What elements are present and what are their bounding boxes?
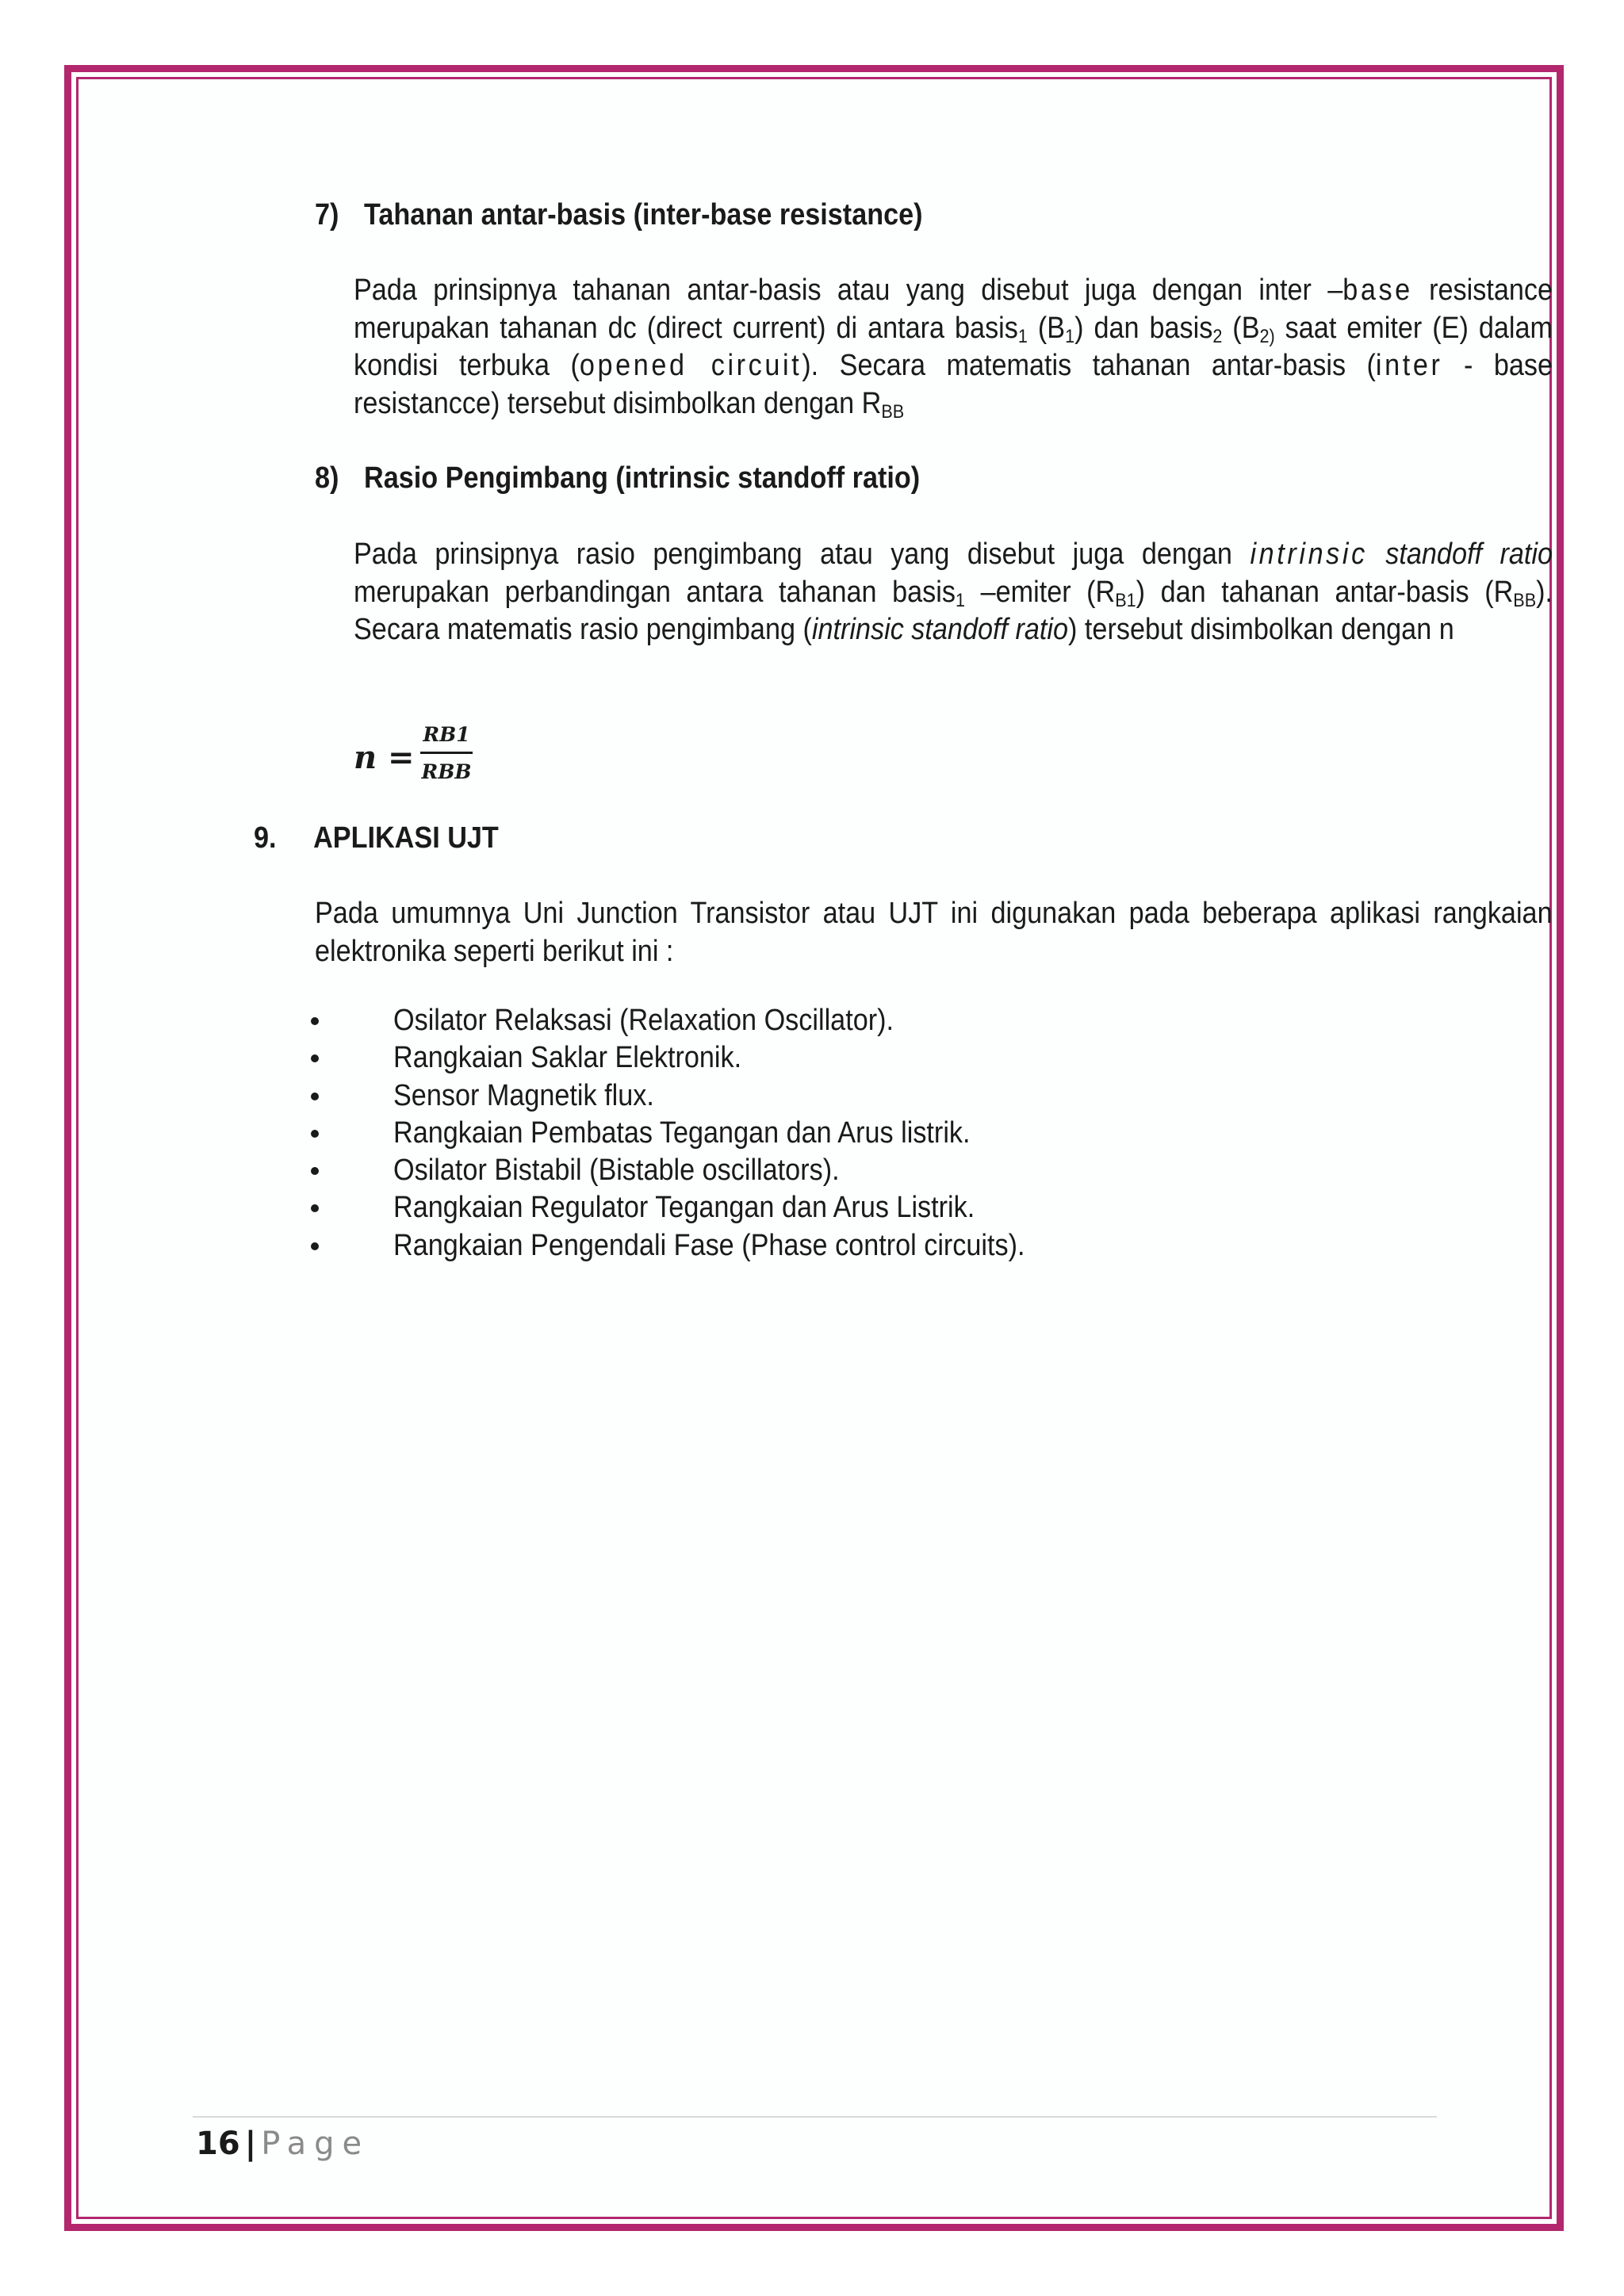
text-run: ) tersebut disimbolkan dengan n (1068, 613, 1454, 646)
text-run: merupakan perbandingan antara tahanan basis (354, 575, 956, 609)
section-7-title: Tahanan antar-basis (inter-base resistance) (364, 198, 923, 232)
text-run: base (1342, 274, 1413, 307)
text-run: ). Secara matematis tahanan antar-basis ( (802, 349, 1376, 382)
subscript: 2) (1259, 325, 1275, 347)
formula-lhs: n = (354, 739, 415, 776)
bullet-icon (311, 1093, 319, 1100)
subscript: BB (1513, 589, 1537, 611)
text-run-italic: standoff ratio (1367, 538, 1553, 571)
fraction-bar (420, 752, 473, 754)
text-run: ) dan tahanan antar-basis (R (1136, 575, 1514, 609)
list-item-text: Osilator Bistabil (Bistable oscillators). (393, 1154, 840, 1188)
text-run: Pada prinsipnya tahanan antar-basis atau yang disebut juga dengan inter – (354, 274, 1343, 307)
page-footer (196, 2125, 370, 2163)
text-run: Pada prinsipnya rasio pengimbang atau yang disebut juga dengan (354, 538, 1251, 571)
text-run-italic: intrinsic (1250, 538, 1368, 571)
section-7-paragraph (354, 272, 1553, 423)
section-8-heading (315, 460, 920, 496)
list-item-text: Rangkaian Pengendali Fase (Phase control circuits). (393, 1228, 1025, 1262)
page-label: Page (261, 2126, 370, 2162)
text-run: ) dan basis (1074, 311, 1213, 345)
subscript: 1 (1065, 325, 1075, 347)
bullet-icon (311, 1130, 319, 1138)
list-item-text: Rangkaian Saklar Elektronik. (393, 1041, 742, 1075)
text-run: opened circuit (579, 349, 802, 382)
section-8-number: 8) (315, 461, 339, 495)
text-run: saat emiter (E) dalam kondisi terbuka ( (354, 311, 1553, 382)
formula-fraction (420, 720, 473, 787)
section-9-paragraph: Pada umumnya Uni Junction Transistor atau UJT ini digunakan pada beberapa aplikasi rangkaian elektronika seperti berikut ini : (315, 897, 1553, 968)
subscript: BB (881, 400, 905, 423)
text-run: (B (1027, 311, 1066, 345)
text-run: - base resistancce) tersebut disimbolkan dengan R (354, 349, 1553, 420)
section-9-title: APLIKASI UJT (313, 821, 499, 855)
section-9-heading (254, 820, 499, 856)
list-item-text: Sensor Magnetik flux. (393, 1078, 654, 1112)
subscript: B1 (1115, 589, 1136, 611)
page-number: 16 (196, 2126, 240, 2162)
section-7-number: 7) (315, 198, 339, 232)
section-9-number: 9. (254, 821, 277, 855)
section-8-title: Rasio Pengimbang (intrinsic standoff ratio) (364, 461, 921, 495)
subscript: 1 (1017, 325, 1028, 347)
section-7-heading (315, 197, 923, 233)
text-run-italic: intrinsic standoff ratio (811, 613, 1069, 646)
list-item-text: Rangkaian Pembatas Tegangan dan Arus listrik. (393, 1115, 971, 1150)
subscript: 2 (1212, 325, 1223, 347)
subscript: 1 (955, 589, 966, 611)
text-run: resistance merupakan tahanan dc (direct current) di antara basis (354, 274, 1553, 345)
text-run: (B (1222, 311, 1260, 345)
bullet-icon (311, 1242, 319, 1250)
footer-divider (193, 2116, 1437, 2118)
text-run: ). Secara matematis rasio pengimbang ( (354, 575, 1553, 646)
formula-numerator: RB1 (423, 723, 470, 746)
text-run: inter (1375, 349, 1443, 382)
section-8-paragraph (354, 536, 1553, 649)
text-run: –emiter (R (965, 575, 1116, 609)
list-item-text: Osilator Relaksasi (Relaxation Oscillator). (393, 1004, 894, 1037)
footer-separator: | (244, 2126, 257, 2162)
formula-denominator: RBB (421, 760, 472, 783)
bullet-icon (311, 1017, 319, 1025)
list-item-text: Rangkaian Regulator Tegangan dan Arus Listrik. (393, 1191, 975, 1225)
